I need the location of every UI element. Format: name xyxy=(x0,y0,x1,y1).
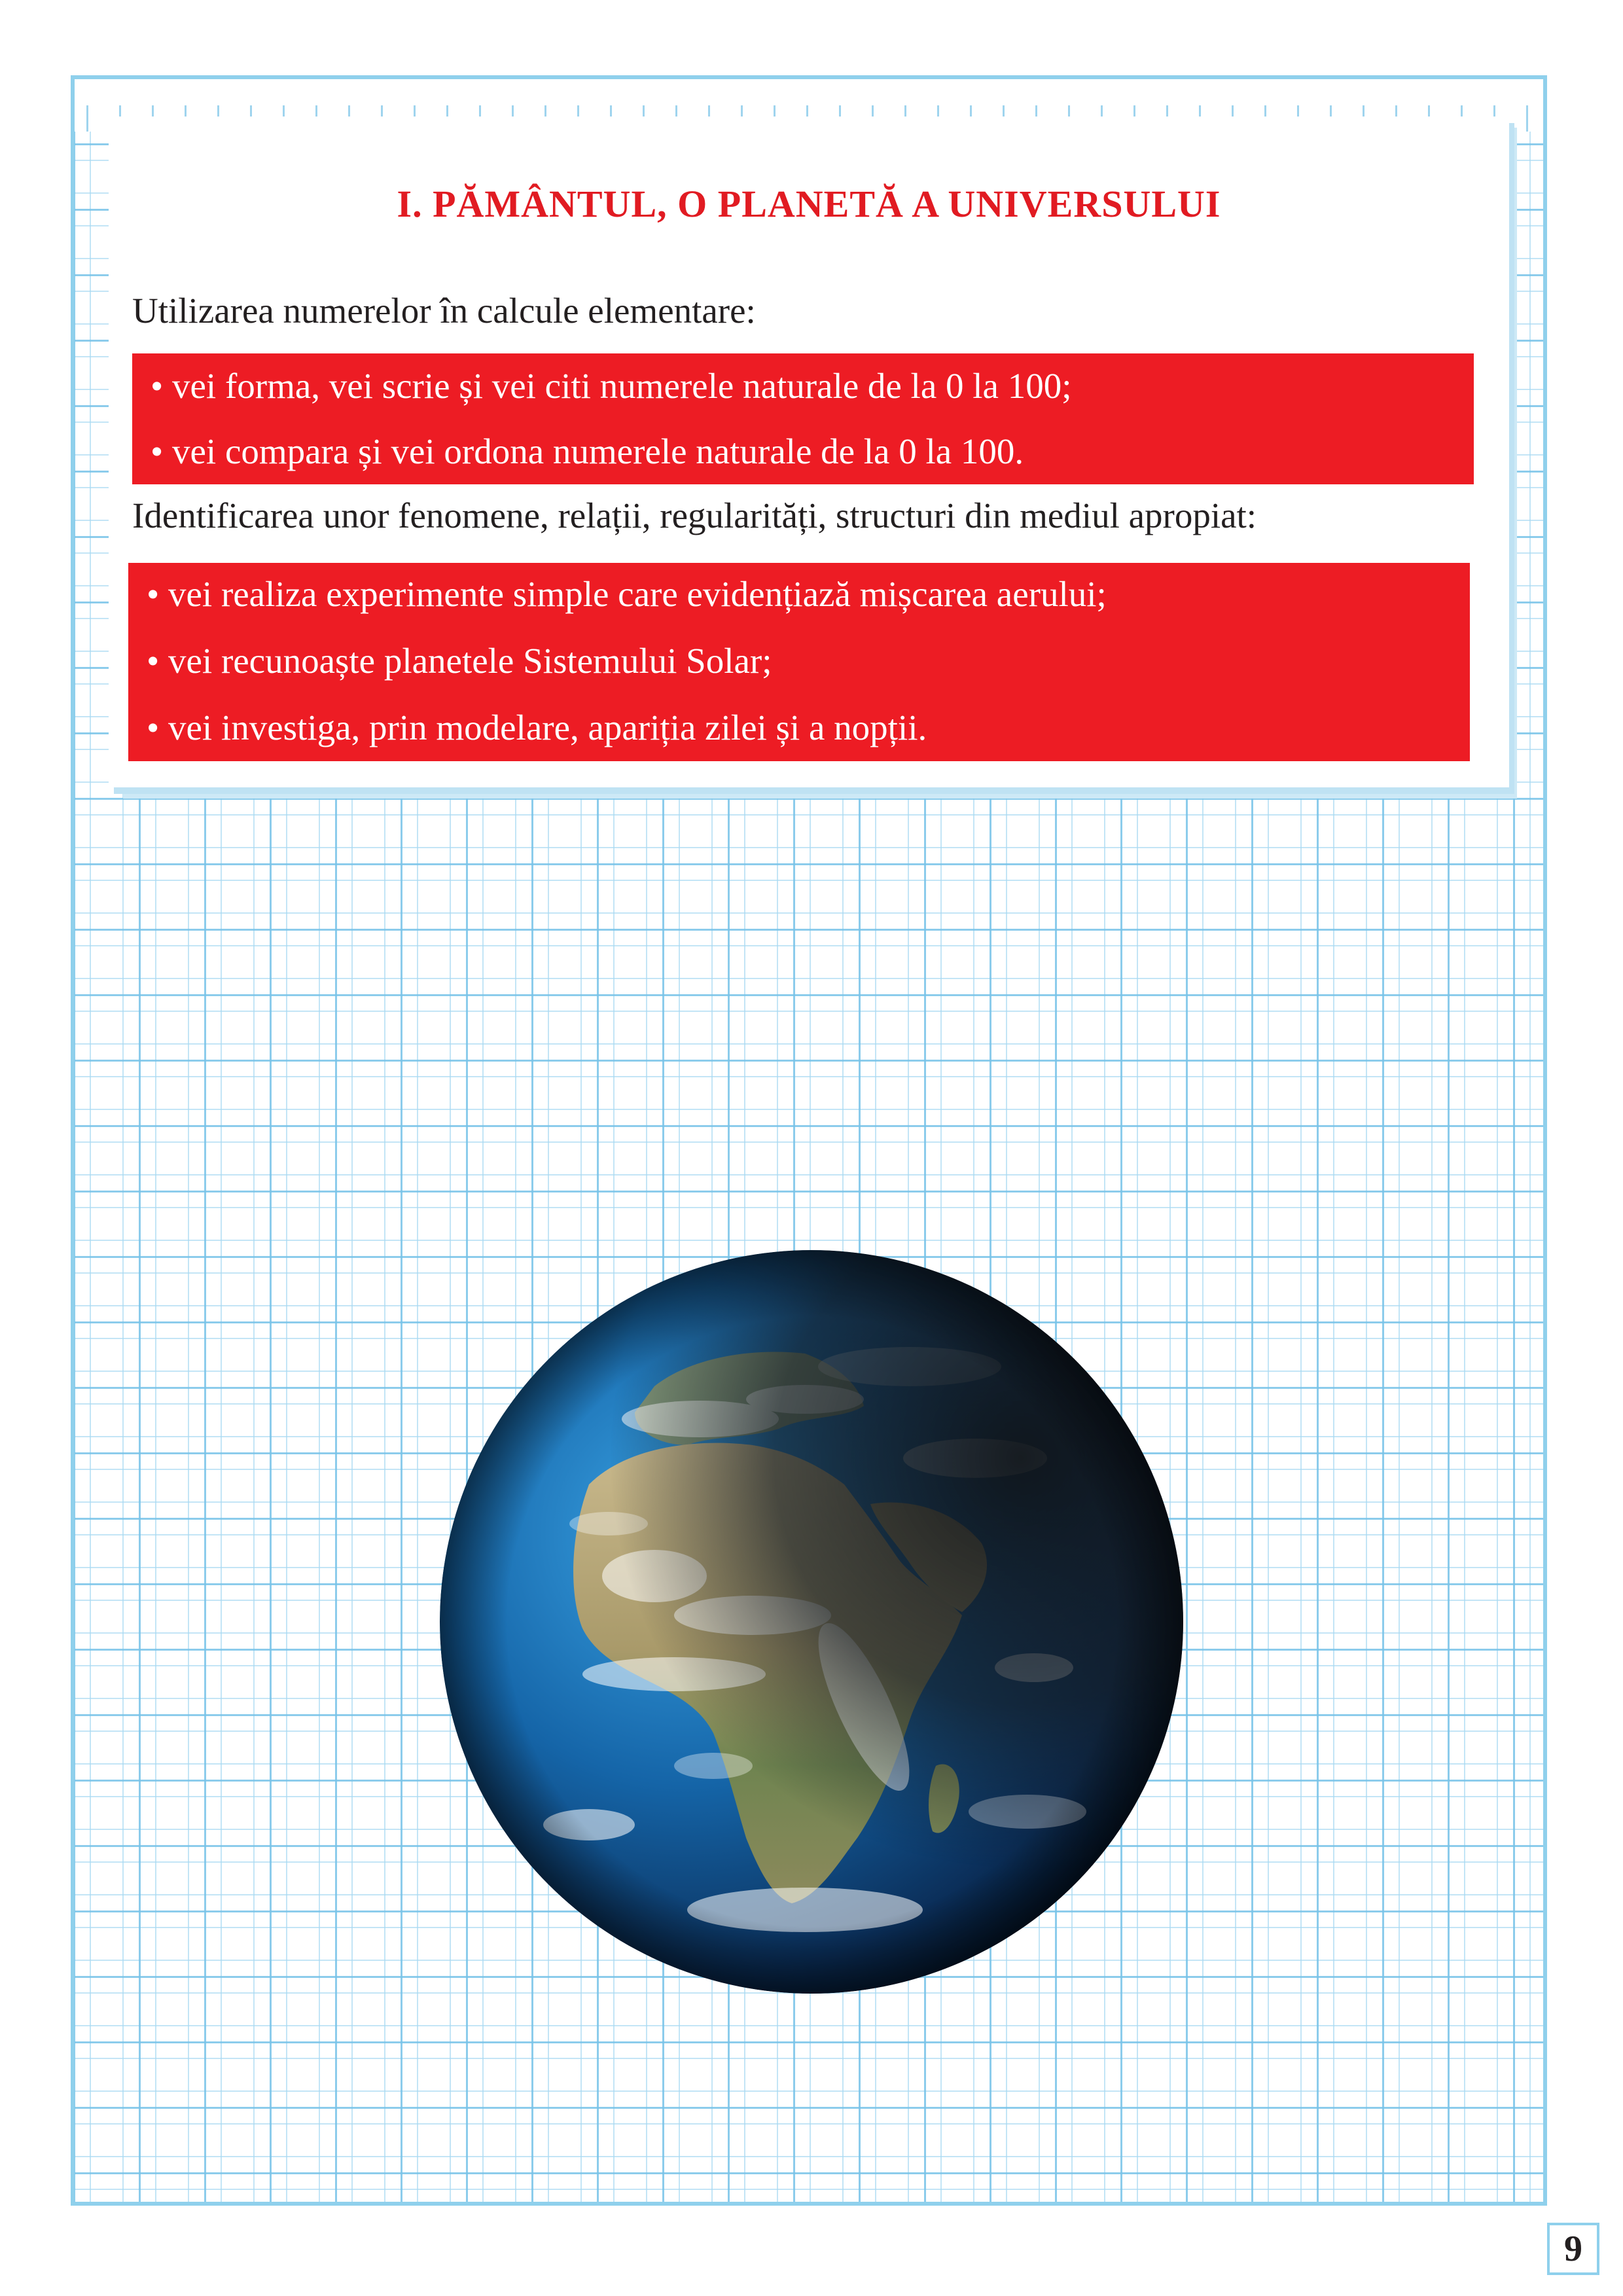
section-heading-phenomena: Identificarea unor fenomene, relații, regularități, structuri din mediul apropiat: xyxy=(132,495,1257,535)
objectives-box-numbers xyxy=(132,353,1474,484)
objective-item: • vei compara și vei ordona numerele naturale de la 0 la 100. xyxy=(151,431,1024,471)
objective-item: • vei recunoaște planetele Sistemului Solar; xyxy=(147,641,772,681)
earth-globe-icon xyxy=(438,1249,1185,1995)
objectives-card xyxy=(109,117,1509,787)
page-number: 9 xyxy=(1547,2223,1599,2275)
objective-item: • vei forma, vei scrie și vei citi numerele naturale de la 0 la 100; xyxy=(151,366,1072,406)
objective-item: • vei realiza experimente simple care evidențiază mișcarea aerului; xyxy=(147,574,1107,614)
objective-item: • vei investiga, prin modelare, apariția zilei și a nopții. xyxy=(147,708,927,747)
objectives-box-phenomena xyxy=(128,563,1470,761)
chapter-title: I. PĂMÂNTUL, O PLANETĂ A UNIVERSULUI xyxy=(397,183,1221,225)
section-heading-numbers: Utilizarea numerelor în calcule elementare: xyxy=(132,291,756,331)
